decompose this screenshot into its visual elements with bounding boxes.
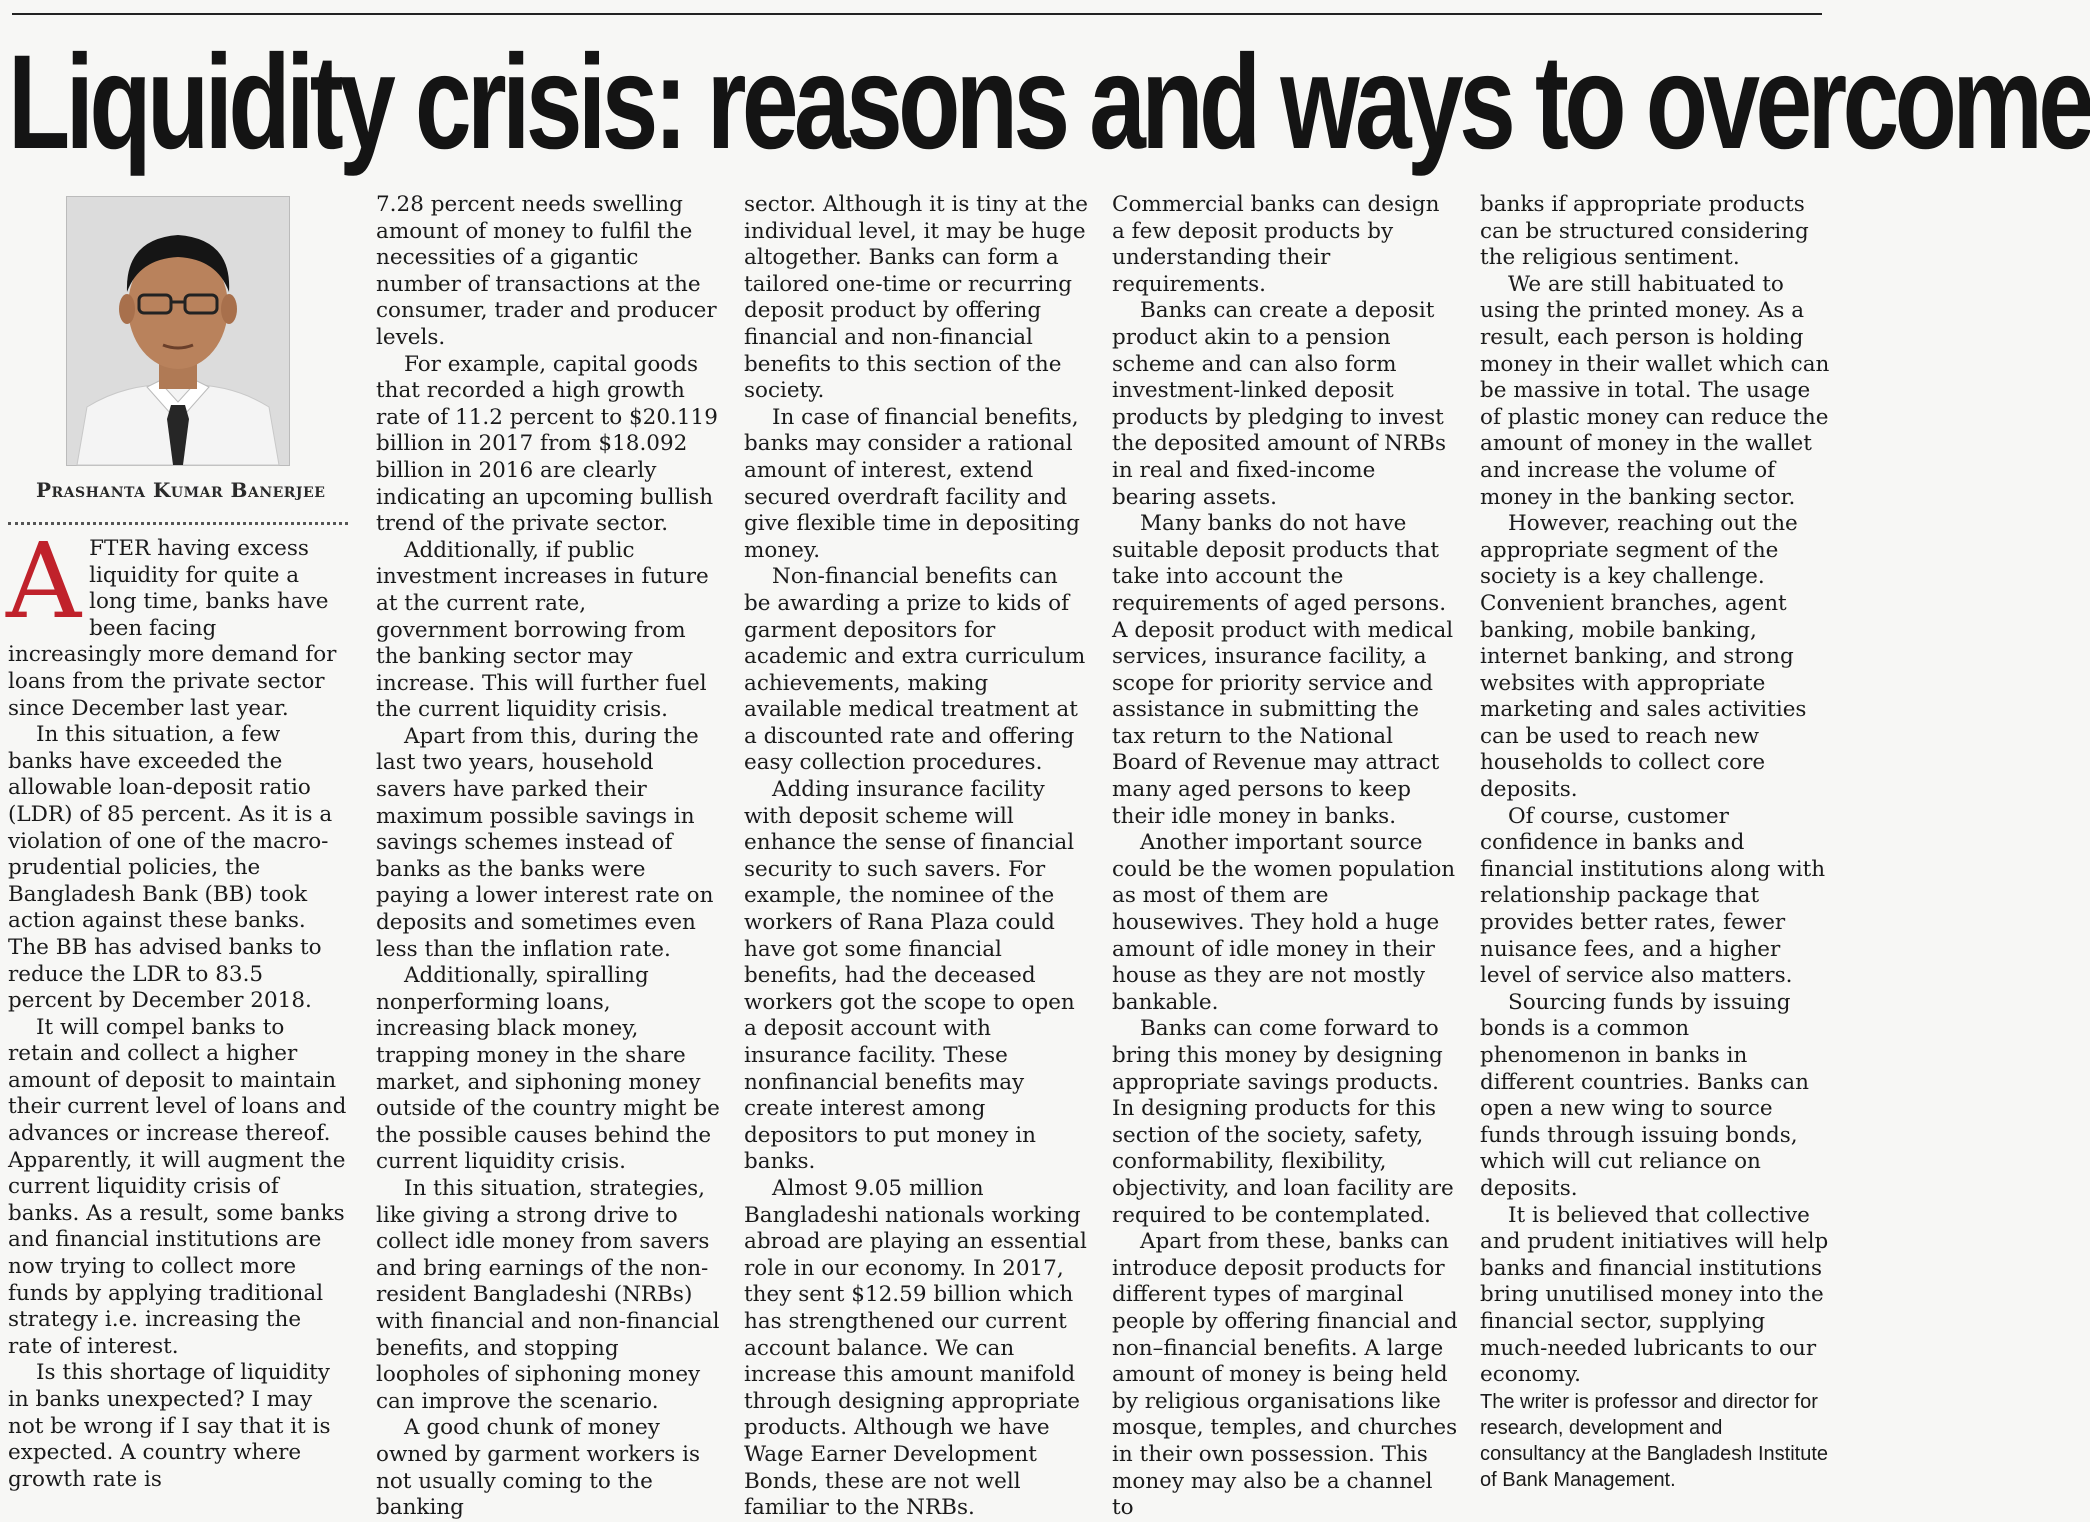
article-paragraph: 7.28 percent needs swelling amount of money to fulfil the necessities of a gigantic number of transactions at the consumer, trader and producer levels.: [376, 192, 717, 350]
article-paragraph: A good chunk of money owned by garment workers is not usually coming to the banking: [376, 1415, 700, 1521]
article-paragraph: In this situation, a few banks have exceeded the allowable loan-deposit ratio (LDR) of 85 percent. As it is a violation of one of the macro-prudential policies, the Bangladesh Bank (BB) took action against these banks. The BB has advised banks to reduce the LDR to 83.5 percent by December 2018.: [8, 722, 333, 1014]
article-paragraph: Many banks do not have suitable deposit products that take into account the requirements of aged persons. A deposit product with medical services, insurance facility, a scope for priority service and assistance in submitting the tax return to the National Board of Revenue may attract many aged persons to keep their idle money in banks.: [1112, 511, 1454, 829]
article-paragraph: sector. Although it is tiny at the individual level, it may be huge altogether. Banks can form a tailored one-time or recurring deposit product by offering financial and non-financial benefits to this section of the society.: [744, 192, 1089, 404]
writer-note: The writer is professor and director for research, development and consultancy at the Bangladesh Institute of Bank Management.: [1480, 1390, 1829, 1491]
article-paragraph: Of course, customer confidence in banks and financial institutions along with relationship package that provides better rates, fewer nuisance fees, and a higher level of service also matters.: [1480, 803, 1826, 989]
article-paragraph: Sourcing funds by issuing bonds is a common phenomenon in banks in different countries. Banks can open a new wing to source funds through issuing bonds, which will cut reliance on deposits.: [1480, 989, 1809, 1201]
article-paragraph: AFTER having excess liquidity for quite a long time, banks have been facing increasingly more demand for loans from the private sector since December last year.: [6, 520, 337, 721]
article-paragraph: Non-financial benefits can be awarding a prize to kids of garment depositors for academic and extra curriculum achievements, making available medical treatment at a discounted rate and offering easy collection procedures.: [744, 564, 1086, 776]
author-photo: [66, 196, 290, 466]
article-column-3: [744, 192, 1090, 1521]
article-paragraph: banks if appropriate products can be structured considering the religious sentiment.: [1480, 192, 1809, 271]
article-paragraph: Banks can create a deposit product akin to a pension scheme and can also form investment-linked deposit products by pledging to invest the deposited amount of NRBs in real and fixed-income bearing assets.: [1112, 298, 1446, 510]
article-paragraph: For example, capital goods that recorded a high growth rate of 11.2 percent to $20.119 billion in 2017 from $18.092 billion in 2016 are clearly indicating an upcoming bullish trend of the private sector.: [376, 351, 718, 537]
article-column-4: [1112, 192, 1458, 1521]
top-rule: [12, 13, 1822, 15]
author-portrait-icon: [67, 197, 289, 465]
drop-cap: A: [6, 520, 82, 642]
article-paragraph: Banks can come forward to bring this money by designing appropriate savings products. In designing products for this section of the society, safety, conformability, flexibility, objectivity, and loan facility are required to be contemplated.: [1112, 1016, 1454, 1228]
article-paragraph: Commercial banks can design a few deposit products by understanding their requirements.: [1112, 192, 1440, 297]
article-column-5: [1480, 192, 1830, 1491]
article-paragraph: Almost 9.05 million Bangladeshi nationals working abroad are playing an essential role in our economy. In 2017, they sent $12.59 billion which has strengthened our current account balance. We can increase this amount manifold through designing appropriate products. Although we have Wage Earner Development Bonds, these are not well familiar to the NRBs.: [744, 1175, 1087, 1521]
article-paragraph: Is this shortage of liquidity in banks unexpected? I may not be wrong if I say that it is expected. A country where growth rate is: [8, 1360, 331, 1492]
article-paragraph: We are still habituated to using the printed money. As a result, each person is holding money in their wallet which can be massive in total. The usage of plastic money can reduce the amount of money in the wallet and increase the volume of money in the banking sector.: [1480, 271, 1830, 510]
article-paragraph: It will compel banks to retain and collect a higher amount of deposit to maintain their current level of loans and advances or increase thereof. Apparently, it will augment the current liquidity crisis of banks. As a result, some banks and financial institutions are now trying to collect more funds by applying traditional strategy i.e. increasing the rate of interest.: [8, 1014, 347, 1359]
article-paragraph: Additionally, spiralling nonperforming loans, increasing black money, trapping money in the share market, and siphoning money outside of the country might be the possible causes behind the current liquidity crisis.: [376, 963, 720, 1175]
article-paragraph: Apart from this, during the last two years, household savers have parked their maximum possible savings in savings schemes instead of banks as the banks were paying a lower interest rate on deposits and sometimes even less than the inflation rate.: [376, 723, 714, 962]
author-byline: Prashanta Kumar Banerjee: [36, 478, 326, 502]
article-paragraph: It is believed that collective and prudent initiatives will help banks and financial institutions bring unutilised money into the financial sector, supplying much-needed lubricants to our economy.: [1480, 1202, 1829, 1388]
article-paragraph: Adding insurance facility with deposit scheme will enhance the sense of financial security to such savers. For example, the nominee of the workers of Rana Plaza could have got some financial benefits, had the deceased workers got the scope to open a deposit account with insurance facility. These nonfinancial benefits may create interest among depositors to put money in banks.: [744, 777, 1075, 1175]
article-paragraph: Additionally, if public investment increases in future at the current rate, government borrowing from the banking sector may increase. This will further fuel the current liquidity crisis.: [376, 537, 709, 723]
article-paragraph: Another important source could be the women population as most of them are housewives. They hold a huge amount of idle money in their house as they are not mostly bankable.: [1112, 830, 1456, 1015]
article-column-2: [376, 192, 722, 1521]
article-paragraph: Apart from these, banks can introduce deposit products for different types of marginal people by offering financial and non–financial benefits. A large amount of money is being held by religious organisations like mosque, temples, and churches in their own possession. This money may also be a channel to: [1112, 1229, 1458, 1521]
article-column-1: [6, 520, 348, 1492]
article-paragraph: In this situation, strategies, like giving a strong drive to collect idle money from savers and bring earnings of the non-resident Bangladeshi (NRBs) with financial and non-financial benefits, and stopping loopholes of siphoning money can improve the scenario.: [376, 1175, 720, 1414]
article-paragraph: In case of financial benefits, banks may consider a rational amount of interest, extend secured overdraft facility and give flexible time in depositing money.: [744, 404, 1080, 563]
article-paragraph: However, reaching out the appropriate segment of the society is a key challenge. Convenient branches, agent banking, mobile banking, internet banking, and strong websites with appropriate marketing and sales activities can be used to reach new households to collect core deposits.: [1480, 511, 1807, 803]
headline: Liquidity crisis: reasons and ways to overcome: [8, 28, 2090, 177]
